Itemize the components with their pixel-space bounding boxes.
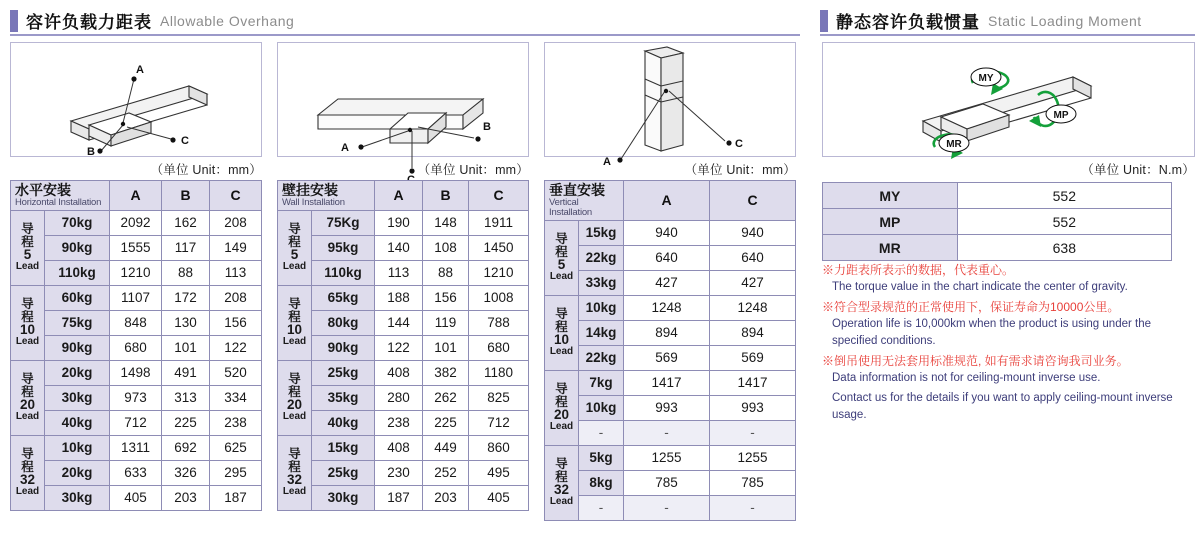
load-cell: 25kg [312, 460, 375, 485]
load-cell: 65kg [312, 285, 375, 310]
svg-text:A: A [341, 142, 349, 154]
table-row [278, 410, 529, 435]
table-row [545, 245, 796, 270]
table-row [278, 210, 529, 235]
table-row [11, 335, 262, 360]
table-row [545, 395, 796, 420]
unit-label-moment: （单位 Unit：N.m） [1081, 163, 1195, 177]
value-cell: 156 [423, 285, 469, 310]
load-cell: 70kg [45, 210, 110, 235]
value-cell: 1180 [469, 360, 529, 385]
lead-group-label: 导 程 20 Lead [278, 360, 312, 435]
section-title-cn: 静态容许负载惯量 [836, 13, 980, 32]
note-line-en: Contact us for the details if you want to apply ceiling-mount inverse usage. [832, 391, 1173, 421]
unit-label-wall: （单位 Unit：mm） [417, 163, 529, 177]
note-line-cn: ※符合型录规范的正常使用下，保证寿命为10000公里。 [822, 300, 1120, 315]
value-cell: 993 [710, 395, 796, 420]
value-cell: 208 [210, 210, 262, 235]
load-cell: 60kg [45, 285, 110, 310]
table-row [11, 460, 262, 485]
table-row [278, 435, 529, 460]
table-row [11, 485, 262, 510]
load-cell: 90kg [45, 235, 110, 260]
note-line-cn: ※力距表所表示的数据，代表重心。 [822, 263, 1015, 277]
value-cell: 680 [469, 335, 529, 360]
value-cell: 1311 [110, 435, 162, 460]
table-row [545, 345, 796, 370]
table-row [11, 235, 262, 260]
section-header-moment [820, 8, 1142, 33]
table-row [278, 460, 529, 485]
lead-group-label: 导 程 32 Lead [278, 435, 312, 510]
value-cell: 101 [162, 335, 210, 360]
value-cell: 569 [710, 345, 796, 370]
value-cell: 405 [469, 485, 529, 510]
load-cell: 22kg [579, 345, 624, 370]
svg-text:C: C [735, 138, 743, 150]
value-cell: - [710, 420, 796, 445]
value-cell: 569 [624, 345, 710, 370]
value-cell: 313 [162, 385, 210, 410]
accent-bar-icon [10, 10, 18, 32]
moment-label-cell: MP [823, 209, 958, 235]
table-row [545, 495, 796, 520]
value-cell: - [624, 420, 710, 445]
note-line-cn: ※倒吊使用无法套用标准规范, 如有需求请咨询我司业务。 [822, 353, 1129, 368]
value-cell: 119 [423, 310, 469, 335]
moment-value-cell: 638 [957, 235, 1171, 261]
value-cell: 1255 [624, 445, 710, 470]
value-cell: 1498 [110, 360, 162, 385]
value-cell: 334 [210, 385, 262, 410]
note-line-en: Operation life is 10,000km when the product is using under the specified conditions. [832, 318, 1151, 348]
load-cell: 10kg [579, 395, 624, 420]
value-cell: 940 [624, 220, 710, 245]
load-cell: 40kg [45, 410, 110, 435]
table-row [278, 360, 529, 385]
value-cell: - [624, 495, 710, 520]
load-cell: 14kg [579, 320, 624, 345]
load-cell: 25kg [312, 360, 375, 385]
column-header-c: C [210, 181, 262, 211]
load-cell: 95kg [312, 235, 375, 260]
load-cell: 35kg [312, 385, 375, 410]
value-cell: 190 [375, 210, 423, 235]
section-title-en: Static Loading Moment [988, 12, 1142, 29]
load-cell: 15kg [579, 220, 624, 245]
table-row [11, 360, 262, 385]
value-cell: 1210 [110, 260, 162, 285]
table-row [823, 209, 1172, 235]
value-cell: 692 [162, 435, 210, 460]
load-cell: 10kg [45, 435, 110, 460]
table-row [11, 410, 262, 435]
lead-group-label: 导 程 20 Lead [545, 370, 579, 445]
table-row [545, 270, 796, 295]
value-cell: 495 [469, 460, 529, 485]
table-title-cell [11, 181, 110, 211]
value-cell: 280 [375, 385, 423, 410]
value-cell: 122 [210, 335, 262, 360]
value-cell: 860 [469, 435, 529, 460]
svg-text:MY: MY [978, 73, 994, 84]
lead-group-label: 导 程 32 Lead [545, 445, 579, 520]
value-cell: 230 [375, 460, 423, 485]
load-cell: 75Kg [312, 210, 375, 235]
value-cell: 712 [469, 410, 529, 435]
svg-text:MR: MR [946, 139, 962, 150]
column-header-a: A [110, 181, 162, 211]
load-cell: 10kg [579, 295, 624, 320]
value-cell: 408 [375, 360, 423, 385]
table-row [11, 285, 262, 310]
value-cell: 172 [162, 285, 210, 310]
wall-installation-drawing [278, 43, 528, 156]
value-cell: 993 [624, 395, 710, 420]
value-cell: 326 [162, 460, 210, 485]
value-cell: 427 [710, 270, 796, 295]
load-cell: 80kg [312, 310, 375, 335]
value-cell: 113 [210, 260, 262, 285]
table-row [823, 235, 1172, 261]
value-cell: 187 [375, 485, 423, 510]
value-cell: 427 [624, 270, 710, 295]
value-cell: 149 [210, 235, 262, 260]
diagram-wall [277, 42, 529, 157]
table-header-row [545, 181, 796, 221]
value-cell: 633 [110, 460, 162, 485]
value-cell: 262 [423, 385, 469, 410]
value-cell: 238 [375, 410, 423, 435]
section-rule-left [10, 34, 800, 36]
lead-group-label: 导 程 10 Lead [545, 295, 579, 370]
table-header-row [278, 181, 529, 211]
svg-text:B: B [483, 121, 491, 133]
value-cell: 1450 [469, 235, 529, 260]
value-cell: 2092 [110, 210, 162, 235]
lead-group-label: 导 程 20 Lead [11, 360, 45, 435]
value-cell: 140 [375, 235, 423, 260]
table-title-cell [278, 181, 375, 211]
unit-label-vertical: （单位 Unit：mm） [684, 163, 796, 177]
table-row [278, 235, 529, 260]
lead-group-label: 导 程 32 Lead [11, 435, 45, 510]
value-cell: 187 [210, 485, 262, 510]
load-cell: 8kg [579, 470, 624, 495]
table-row [11, 435, 262, 460]
static-loading-moment-drawing [823, 43, 1194, 156]
table-row [545, 470, 796, 495]
value-cell: 1255 [710, 445, 796, 470]
note-line-en: Data information is not for ceiling-mount inverse use. [832, 372, 1101, 385]
table-row [545, 420, 796, 445]
value-cell: 122 [375, 335, 423, 360]
table-row [278, 260, 529, 285]
accent-bar-icon [820, 10, 828, 32]
table-wall-installation [277, 180, 529, 511]
table-row [11, 260, 262, 285]
value-cell: 520 [210, 360, 262, 385]
value-cell: 1107 [110, 285, 162, 310]
diagram-moment [822, 42, 1195, 157]
value-cell: 640 [710, 245, 796, 270]
table-row [545, 220, 796, 245]
column-header-b: B [423, 181, 469, 211]
load-cell: 90kg [45, 335, 110, 360]
moment-label-cell: MR [823, 235, 958, 261]
load-cell: 75kg [45, 310, 110, 335]
table-title-en: Wall Installation [282, 196, 345, 208]
lead-group-label: 导 程 5 Lead [545, 220, 579, 295]
value-cell: 1911 [469, 210, 529, 235]
lead-group-label: 导 程 10 Lead [11, 285, 45, 360]
table-row [11, 210, 262, 235]
value-cell: 449 [423, 435, 469, 460]
diagram-vertical [544, 42, 796, 168]
vertical-installation-drawing [545, 43, 795, 168]
table-title-cell [545, 181, 624, 221]
value-cell: 108 [423, 235, 469, 260]
value-cell: 973 [110, 385, 162, 410]
value-cell: 225 [162, 410, 210, 435]
value-cell: 238 [210, 410, 262, 435]
load-cell: 30kg [45, 385, 110, 410]
value-cell: 408 [375, 435, 423, 460]
table-static-loading-moment [822, 182, 1172, 261]
table-row [278, 385, 529, 410]
value-cell: 382 [423, 360, 469, 385]
value-cell: 208 [210, 285, 262, 310]
value-cell: 88 [423, 260, 469, 285]
table-title-en: Horizontal Installation [15, 196, 102, 208]
value-cell: 295 [210, 460, 262, 485]
value-cell: 848 [110, 310, 162, 335]
table-row [823, 183, 1172, 209]
section-title-cn: 容许负载力距表 [26, 13, 152, 32]
svg-text:B: B [87, 146, 95, 158]
value-cell: 894 [710, 320, 796, 345]
value-cell: 640 [624, 245, 710, 270]
table-horizontal-installation [10, 180, 262, 511]
value-cell: 625 [210, 435, 262, 460]
value-cell: 225 [423, 410, 469, 435]
table-row [545, 295, 796, 320]
value-cell: 825 [469, 385, 529, 410]
value-cell: 101 [423, 335, 469, 360]
section-title-en: Allowable Overhang [160, 12, 295, 29]
value-cell: 1008 [469, 285, 529, 310]
table-row [545, 320, 796, 345]
unit-label-horizontal: （单位 Unit：mm） [150, 163, 262, 177]
value-cell: 1555 [110, 235, 162, 260]
load-cell: 20kg [45, 360, 110, 385]
load-cell: 5kg [579, 445, 624, 470]
notes-block [822, 262, 1197, 426]
value-cell: 1417 [710, 370, 796, 395]
value-cell: 680 [110, 335, 162, 360]
value-cell: 117 [162, 235, 210, 260]
value-cell: 788 [469, 310, 529, 335]
section-header-overhang [10, 8, 294, 33]
svg-text:MP: MP [1053, 110, 1069, 121]
value-cell: 252 [423, 460, 469, 485]
lead-group-label: 导 程 5 Lead [278, 210, 312, 285]
table-vertical-installation [544, 180, 796, 521]
table-row [278, 485, 529, 510]
table-row [11, 310, 262, 335]
value-cell: 405 [110, 485, 162, 510]
value-cell: 712 [110, 410, 162, 435]
table-row [545, 370, 796, 395]
value-cell: 491 [162, 360, 210, 385]
value-cell: 130 [162, 310, 210, 335]
value-cell: 188 [375, 285, 423, 310]
column-header-a: A [375, 181, 423, 211]
value-cell: 1210 [469, 260, 529, 285]
section-rule-right [820, 34, 1195, 36]
value-cell: 156 [210, 310, 262, 335]
table-row [278, 335, 529, 360]
lead-group-label: 导 程 5 Lead [11, 210, 45, 285]
load-cell: 33kg [579, 270, 624, 295]
load-cell: 30kg [312, 485, 375, 510]
load-cell: 110kg [312, 260, 375, 285]
table-header-row [11, 181, 262, 211]
value-cell: 203 [162, 485, 210, 510]
column-header-c: C [710, 181, 796, 221]
load-cell: 20kg [45, 460, 110, 485]
diagram-horizontal [10, 42, 262, 157]
load-cell: 22kg [579, 245, 624, 270]
table-title-cn: 垂直安装 [549, 182, 605, 198]
load-cell: 90kg [312, 335, 375, 360]
value-cell: 785 [710, 470, 796, 495]
moment-value-cell: 552 [957, 183, 1171, 209]
svg-text:A: A [136, 64, 144, 76]
value-cell: 1248 [624, 295, 710, 320]
load-cell: 7kg [579, 370, 624, 395]
load-cell: 40kg [312, 410, 375, 435]
table-row [545, 445, 796, 470]
value-cell: 940 [710, 220, 796, 245]
value-cell: 148 [423, 210, 469, 235]
load-cell: 15kg [312, 435, 375, 460]
value-cell: 144 [375, 310, 423, 335]
load-cell: 30kg [45, 485, 110, 510]
value-cell: 203 [423, 485, 469, 510]
value-cell: 88 [162, 260, 210, 285]
table-row [11, 385, 262, 410]
load-cell: 110kg [45, 260, 110, 285]
column-header-a: A [624, 181, 710, 221]
table-title-cn: 壁挂安装 [282, 182, 338, 198]
column-header-b: B [162, 181, 210, 211]
table-title-en: Vertical Installation [549, 196, 593, 218]
svg-text:A: A [603, 156, 611, 168]
moment-label-cell: MY [823, 183, 958, 209]
load-cell: - [579, 495, 624, 520]
table-row [278, 310, 529, 335]
value-cell: 785 [624, 470, 710, 495]
lead-group-label: 导 程 10 Lead [278, 285, 312, 360]
column-header-c: C [469, 181, 529, 211]
value-cell: 1417 [624, 370, 710, 395]
value-cell: 1248 [710, 295, 796, 320]
load-cell: - [579, 420, 624, 445]
value-cell: 894 [624, 320, 710, 345]
svg-text:C: C [181, 135, 189, 147]
value-cell: 113 [375, 260, 423, 285]
moment-value-cell: 552 [957, 209, 1171, 235]
horizontal-installation-drawing [11, 43, 261, 156]
note-line-en: The torque value in the chart indicate the center of gravity. [832, 281, 1128, 294]
value-cell: 162 [162, 210, 210, 235]
table-title-cn: 水平安装 [15, 182, 71, 198]
value-cell: - [710, 495, 796, 520]
table-row [278, 285, 529, 310]
